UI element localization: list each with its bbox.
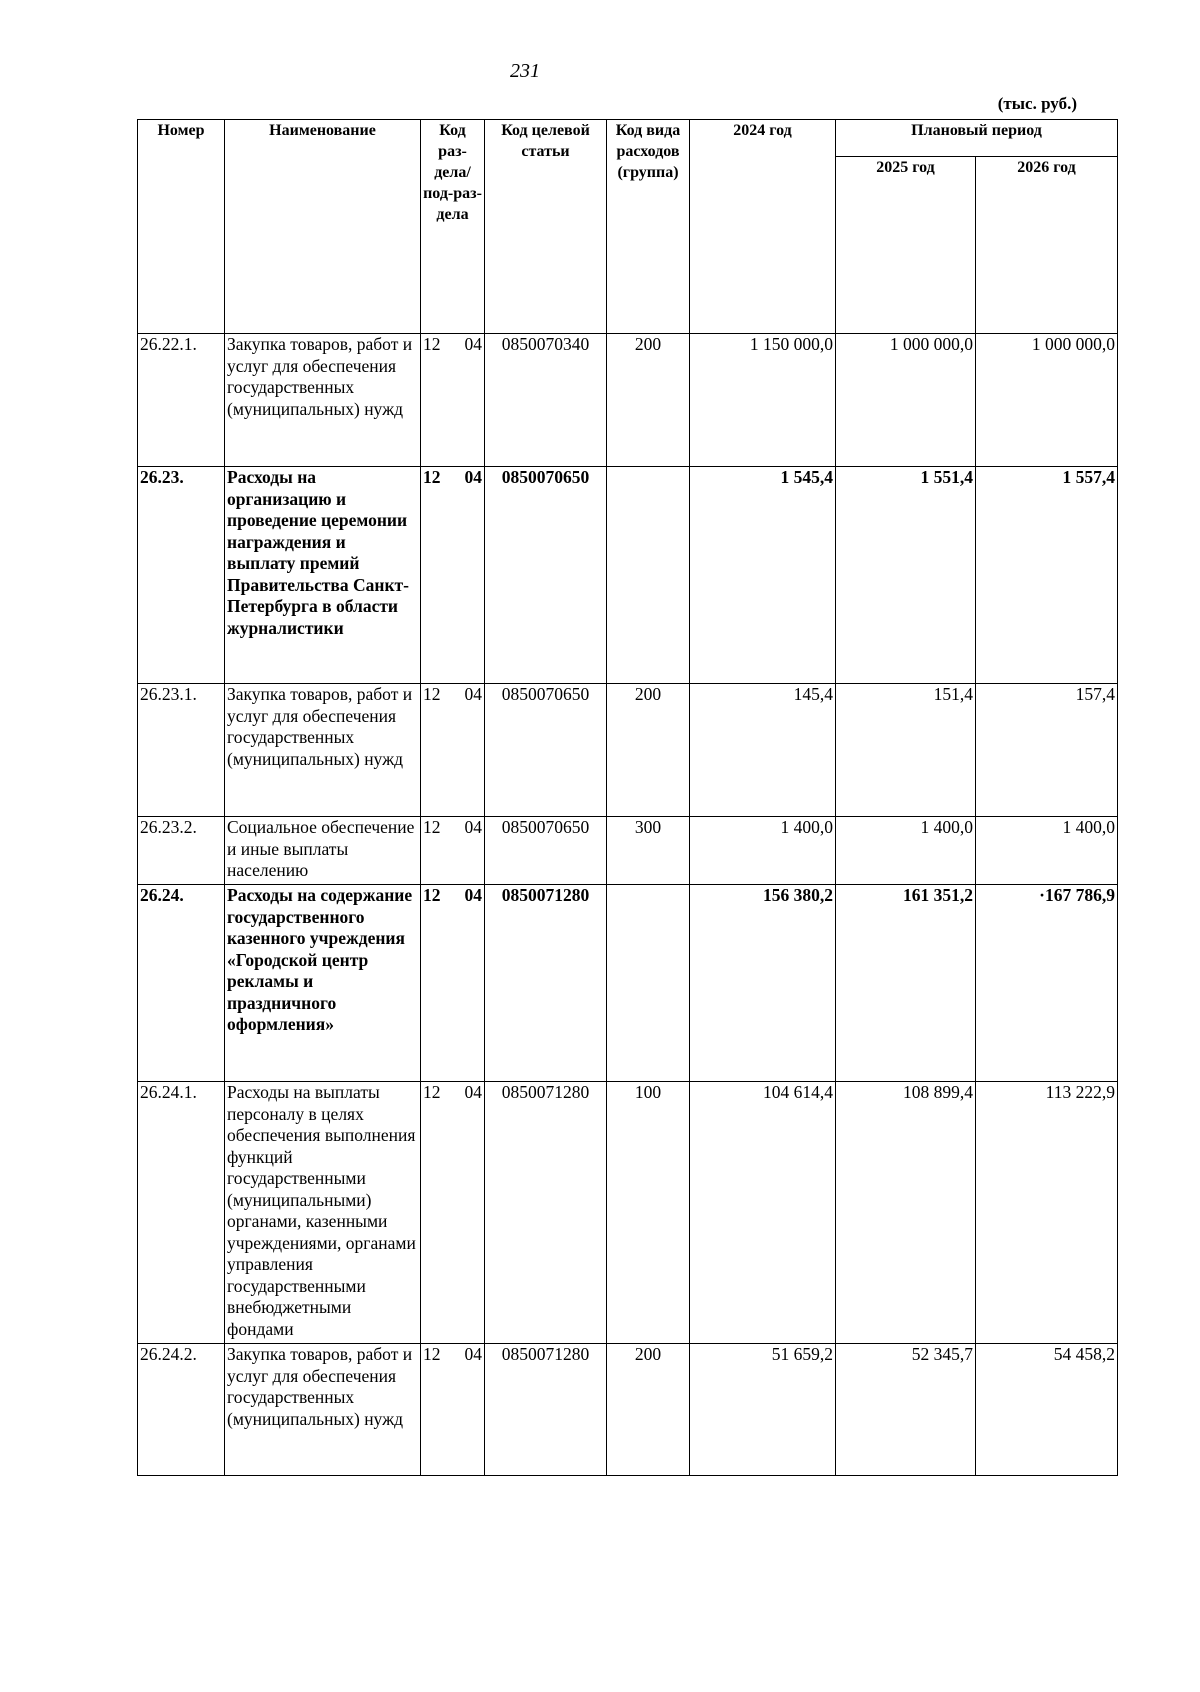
table-row [138, 467, 1118, 684]
row-section-code [421, 1344, 485, 1476]
row-name: Расходы на выплаты персоналу в целях обеспечения выполнения функций государственными (муниципальными) органами, казенными учреждениями, органами управления государственными внебюджетными фондами [225, 1082, 421, 1344]
row-expense-group: 200 [607, 684, 690, 817]
row-value-2024: 51 659,2 [690, 1344, 836, 1476]
row-subsection: 04 [464, 1082, 482, 1102]
table-row [138, 1344, 1118, 1476]
row-number: 26.23. [138, 467, 225, 684]
row-value-2024: 1 150 000,0 [690, 334, 836, 467]
row-section-code [421, 817, 485, 885]
row-section: 12 [423, 1082, 441, 1102]
row-target-code: 0850070650 [485, 684, 607, 817]
row-value-2025: 1 400,0 [836, 817, 976, 885]
row-value-2026: 1 400,0 [976, 817, 1118, 885]
row-subsection: 04 [464, 334, 482, 354]
row-subsection: 04 [464, 467, 482, 487]
row-value-2025: 161 351,2 [836, 885, 976, 1082]
row-section: 12 [423, 467, 441, 487]
table-row [138, 817, 1118, 885]
row-value-2025: 52 345,7 [836, 1344, 976, 1476]
row-subsection: 04 [464, 817, 482, 837]
header-year-2024: 2024 год [690, 120, 836, 334]
row-expense-group: 200 [607, 334, 690, 467]
row-value-2024: 156 380,2 [690, 885, 836, 1082]
header-year-2025: 2025 год [836, 157, 976, 334]
row-section: 12 [423, 684, 441, 704]
header-year-2026: 2026 год [976, 157, 1118, 334]
row-target-code: 0850070650 [485, 467, 607, 684]
row-expense-group: 100 [607, 1082, 690, 1344]
row-value-2025: 1 000 000,0 [836, 334, 976, 467]
row-section-code [421, 1082, 485, 1344]
row-expense-group [607, 885, 690, 1082]
row-value-2026: 157,4 [976, 684, 1118, 817]
row-subsection: 04 [464, 1344, 482, 1364]
header-number: Номер [138, 120, 225, 334]
row-value-2026: 113 222,9 [976, 1082, 1118, 1344]
budget-table [137, 119, 1118, 1476]
header-name: Наименование [225, 120, 421, 334]
row-number: 26.22.1. [138, 334, 225, 467]
row-expense-group: 300 [607, 817, 690, 885]
row-value-2024: 104 614,4 [690, 1082, 836, 1344]
row-name: Социальное обеспечение и иные выплаты населению [225, 817, 421, 885]
header-planning-period: Плановый период [836, 120, 1118, 157]
row-target-code: 0850070650 [485, 817, 607, 885]
row-section: 12 [423, 334, 441, 354]
row-number: 26.23.1. [138, 684, 225, 817]
row-value-2024: 1 545,4 [690, 467, 836, 684]
row-value-2026: 54 458,2 [976, 1344, 1118, 1476]
row-section-code [421, 467, 485, 684]
table-row [138, 334, 1118, 467]
row-number: 26.23.2. [138, 817, 225, 885]
row-target-code: 0850070340 [485, 334, 607, 467]
row-subsection: 04 [464, 885, 482, 905]
table-row [138, 885, 1118, 1082]
row-value-2026: 1 557,4 [976, 467, 1118, 684]
row-number: 26.24.2. [138, 1344, 225, 1476]
row-value-2025: 108 899,4 [836, 1082, 976, 1344]
row-target-code: 0850071280 [485, 1344, 607, 1476]
row-number: 26.24. [138, 885, 225, 1082]
row-value-2025: 1 551,4 [836, 467, 976, 684]
row-section-code [421, 684, 485, 817]
header-target-code: Код целевой статьи [485, 120, 607, 334]
row-name: Закупка товаров, работ и услуг для обеспечения государственных (муниципальных) нужд [225, 1344, 421, 1476]
row-section-code [421, 334, 485, 467]
header-section-code: Код раз-дела/ под-раз-дела [421, 120, 485, 334]
row-value-2024: 1 400,0 [690, 817, 836, 885]
row-target-code: 0850071280 [485, 1082, 607, 1344]
row-expense-group [607, 467, 690, 684]
row-name: Закупка товаров, работ и услуг для обеспечения государственных (муниципальных) нужд [225, 684, 421, 817]
row-value-2025: 151,4 [836, 684, 976, 817]
row-name: Расходы на организацию и проведение церемонии награждения и выплату премий Правительства Санкт-Петербурга в области журналистики [225, 467, 421, 684]
row-section: 12 [423, 1344, 441, 1364]
row-expense-group: 200 [607, 1344, 690, 1476]
page-number: 231 [510, 60, 540, 82]
units-label: (тыс. руб.) [997, 94, 1077, 113]
row-value-2024: 145,4 [690, 684, 836, 817]
row-section: 12 [423, 817, 441, 837]
row-number: 26.24.1. [138, 1082, 225, 1344]
row-value-2026: 1 000 000,0 [976, 334, 1118, 467]
table-row [138, 684, 1118, 817]
row-section: 12 [423, 885, 441, 905]
row-section-code [421, 885, 485, 1082]
table-row [138, 1082, 1118, 1344]
row-target-code: 0850071280 [485, 885, 607, 1082]
row-name: Расходы на содержание государственного казенного учреждения «Городской центр рекламы и праздничного оформления» [225, 885, 421, 1082]
row-subsection: 04 [464, 684, 482, 704]
row-value-2026: ·167 786,9 [976, 885, 1118, 1082]
header-expense-type: Код вида расходов (группа) [607, 120, 690, 334]
row-name: Закупка товаров, работ и услуг для обеспечения государственных (муниципальных) нужд [225, 334, 421, 467]
